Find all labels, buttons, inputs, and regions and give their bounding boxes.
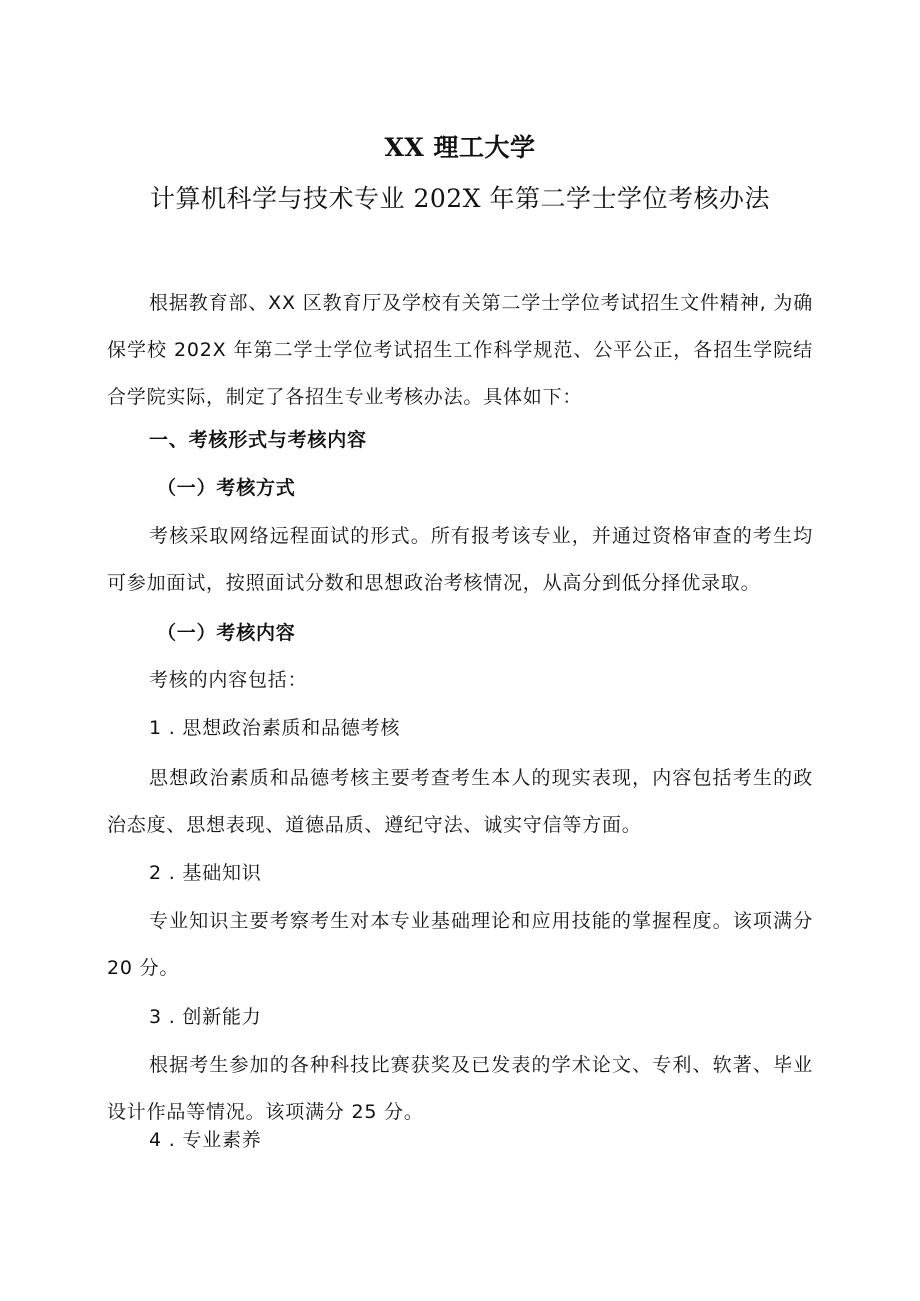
item-3-label: 3 . 创新能力 (149, 1006, 262, 1028)
school-title: XX 理工大学 (384, 133, 536, 162)
item-2-text-block (107, 898, 813, 992)
item-2-label: 2 . 基础知识 (149, 862, 262, 884)
item-1-text: 思想政治素质和品德考核主要考查考生本人的现实表现，内容包括考生的政治态度、思想表现、道德品质、遵纪守法、诚实守信等方面。 (107, 767, 813, 836)
item-1-text-block (107, 755, 813, 849)
subsection-1-heading: （一）考核方式 (157, 477, 296, 499)
document-title: 计算机科学与技术专业 202X 年第二学士学位考核办法 (150, 184, 770, 213)
subsection-1-text-block (107, 513, 813, 607)
subsection-2-intro: 考核的内容包括： (149, 669, 308, 691)
intro-paragraph: 根据教育部、XX 区教育厅及学校有关第二学士学位考试招生文件精神, 为确保学校 202X 年第二学士学位考试招生工作科学规范、公平公正，各招生学院结合学院实际，制定了各招生专业考核办法。具体如下： (107, 292, 813, 408)
item-1-label: 1 . 思想政治素质和品德考核 (149, 717, 401, 739)
item-2-text: 专业知识主要考察考生对本专业基础理论和应用技能的掌握程度。该项满分 20 分。 (107, 910, 813, 979)
subsection-1-text: 考核采取网络远程面试的形式。所有报考该专业，并通过资格审查的考生均可参加面试，按照面试分数和思想政治考核情况，从高分到低分择优录取。 (107, 525, 813, 594)
item-3-text-block (107, 1042, 813, 1136)
subsection-2-heading: （一）考核内容 (157, 622, 296, 644)
item-4-label: 4 . 专业素养 (149, 1129, 262, 1151)
intro-paragraph-block (107, 280, 813, 421)
item-3-text: 根据考生参加的各种科技比赛获奖及已发表的学术论文、专利、软著、毕业设计作品等情况。该项满分 25 分。 (107, 1054, 813, 1123)
section-1-heading: 一、考核形式与考核内容 (149, 429, 367, 451)
